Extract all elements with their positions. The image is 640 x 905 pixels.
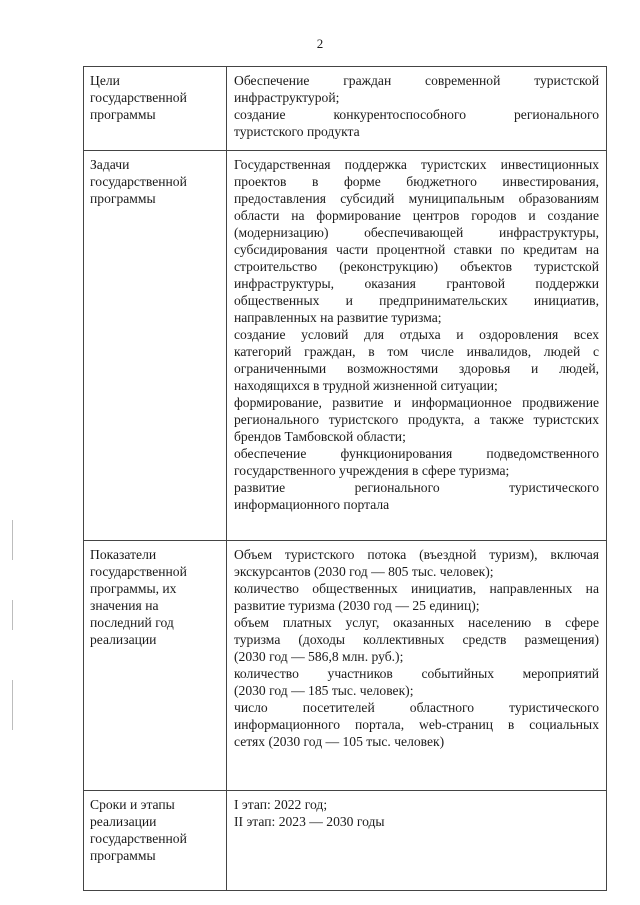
label-line: Цели [90, 73, 120, 88]
value-line: государственного учреждения в сфере туризма; [234, 463, 510, 478]
value-line: экскурсантов (2030 год — 805 тыс. человек); [234, 564, 494, 579]
value-line: инфраструктуры, оказания грантовой поддержки [234, 276, 599, 291]
label-line: Сроки и этапы [90, 797, 175, 812]
value-line: число посетителей областного туристического [234, 700, 599, 715]
value-line: информационного портала, web-страниц в социальных [234, 717, 599, 732]
row-label [84, 791, 227, 891]
label-line: Показатели [90, 547, 157, 562]
value-line: количество общественных инициатив, направленных на [234, 581, 599, 596]
value-line: общественных и предпринимательских инициатив, [234, 293, 599, 308]
value-line: Обеспечение граждан современной туристской [234, 73, 599, 88]
value-line: объем платных услуг, оказанных населению в сфере [234, 615, 599, 630]
value-line: Объем туристского потока (въездной туризм), включая [234, 547, 599, 562]
value-line: предоставления субсидий муниципальным образованиям [234, 191, 599, 206]
value-line: ограниченными возможностями здоровья и людей, [234, 361, 599, 376]
value-line: развитие туризма (2030 год — 25 единиц); [234, 598, 480, 613]
value-line: обеспечение функционирования подведомственного [234, 446, 599, 461]
value-line: находящихся в трудной жизненной ситуации; [234, 378, 498, 393]
label-line: реализации [90, 814, 157, 829]
label-line: государственной [90, 174, 187, 189]
label-line: программы [90, 107, 156, 122]
row-value [227, 791, 607, 891]
label-line: государственной [90, 90, 187, 105]
value-line: инфраструктурой; [234, 90, 340, 105]
value-line: I этап: 2022 год; [234, 797, 328, 812]
label-line: реализации [90, 632, 157, 647]
value-line: количество участников событийных мероприятий [234, 666, 599, 681]
page-number: 2 [316, 36, 324, 51]
label-line: значения на [90, 598, 159, 613]
program-passport-table [83, 66, 607, 891]
value-line: Государственная поддержка туристских инвестиционных [234, 157, 599, 172]
value-line: (2030 год — 185 тыс. человек); [234, 683, 414, 698]
value-line: сетях (2030 год — 105 тыс. человек) [234, 734, 445, 749]
value-line: информационного портала [234, 497, 390, 512]
table-row-goals [84, 67, 607, 151]
label-line: Задачи [90, 157, 130, 172]
scan-artifact [12, 600, 13, 630]
scan-artifact [12, 520, 13, 560]
value-line: туризма (доходы коллективных средств размещения) [234, 632, 599, 647]
row-value [227, 67, 607, 151]
row-value [227, 541, 607, 791]
value-line: категорий граждан, в том числе инвалидов, людей с [234, 344, 599, 359]
value-line: регионального туристского продукта, а также туристских [234, 412, 599, 427]
value-line: создание условий для отдыха и оздоровления всех [234, 327, 599, 342]
label-line: государственной [90, 564, 187, 579]
label-line: программы [90, 191, 156, 206]
value-line: формирование, развитие и информационное продвижение [234, 395, 599, 410]
label-line: последний год [90, 615, 174, 630]
row-value [227, 151, 607, 541]
value-line: создание конкурентоспособного регионального [234, 107, 599, 122]
label-line: государственной [90, 831, 187, 846]
row-label [84, 67, 227, 151]
value-line: развитие регионального туристического [234, 480, 599, 495]
value-line: проектов в форме бюджетного инвестирования, [234, 174, 599, 189]
scan-artifact [12, 680, 13, 730]
value-line: брендов Тамбовской области; [234, 429, 406, 444]
value-line: области на формирование центров городов и создание [234, 208, 599, 223]
value-line: субсидирования части процентной ставки по кредитам на [234, 242, 599, 257]
value-line: (2030 год — 586,8 млн. руб.); [234, 649, 404, 664]
value-line: строительство (реконструкцию) объектов туристской [234, 259, 599, 274]
value-line: (модернизацию) обеспечивающей инфраструктуры, [234, 225, 599, 240]
label-line: программы, их [90, 581, 177, 596]
value-line: туристского продукта [234, 124, 360, 139]
value-line: направленных на развитие туризма; [234, 310, 442, 325]
table-row-tasks [84, 151, 607, 541]
table-row-terms [84, 791, 607, 891]
table-row-indicators [84, 541, 607, 791]
row-label [84, 541, 227, 791]
label-line: программы [90, 848, 156, 863]
value-line: II этап: 2023 — 2030 годы [234, 814, 385, 829]
row-label [84, 151, 227, 541]
